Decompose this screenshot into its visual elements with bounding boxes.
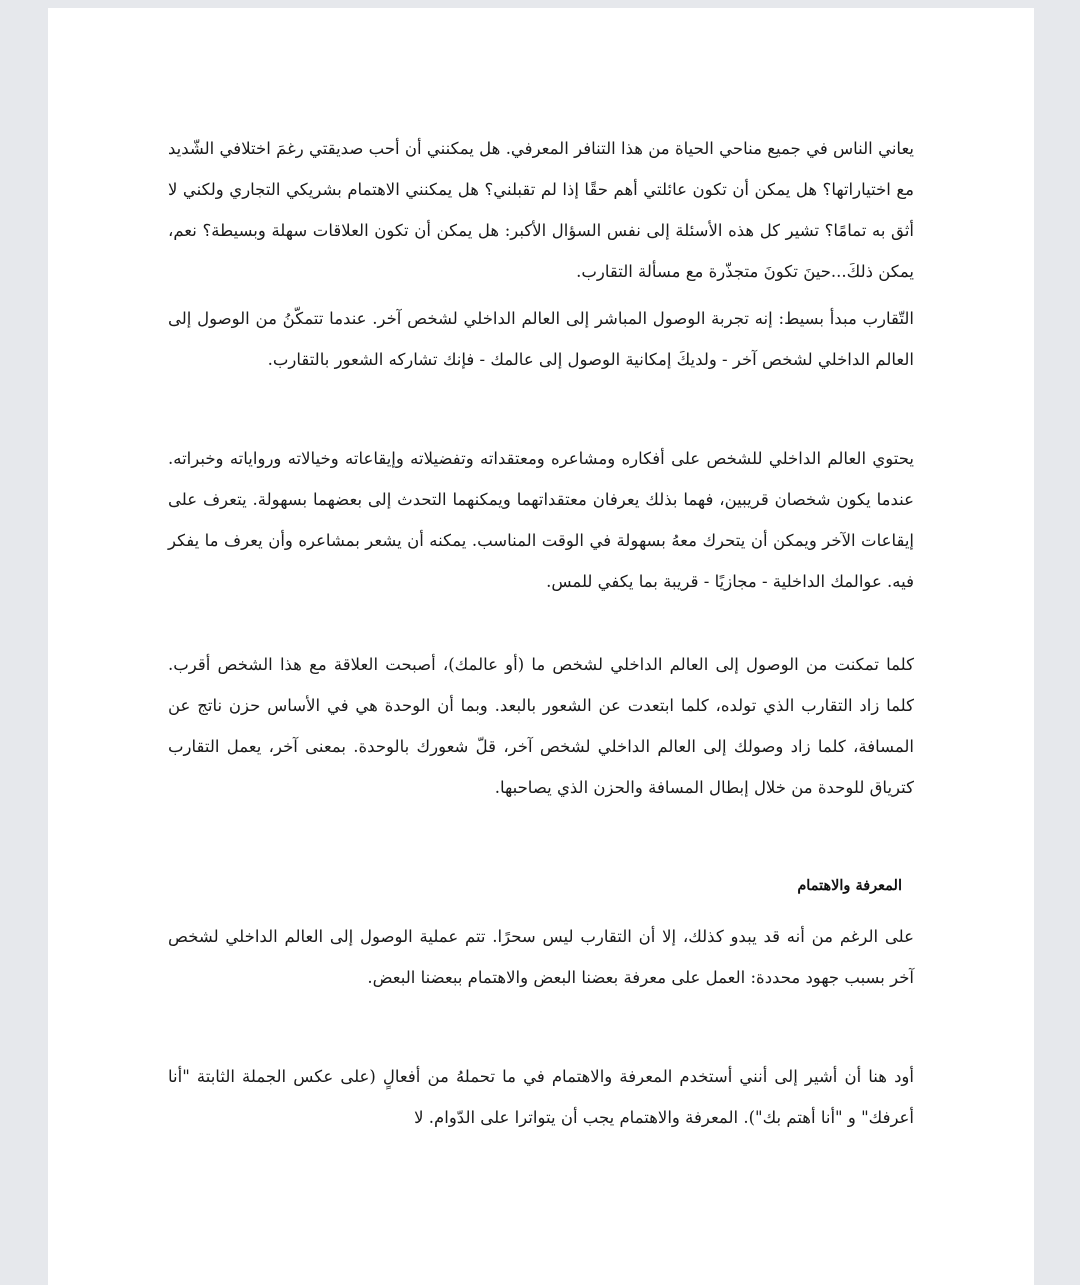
paragraph-not-magic: على الرغم من أنه قد يبدو كذلك، إلا أن التقارب ليس سحرًا. تتم عملية الوصول إلى العالم الداخلي لشخص آخر بسبب جهود محددة: العمل على معرفة بعضنا البعض والاهتمام ببعضنا البعض.	[168, 927, 914, 987]
paragraph-closeness-definition: التّقارب مبدأ بسيط: إنه تجربة الوصول المباشر إلى العالم الداخلي لشخص آخر. عندما تتمكّنُ من الوصول إلى العالم الداخلي لشخص آخر - ولديكَ إمكانية الوصول إلى عالمك - فإنك تشاركه الشعور بالتقارب.	[168, 309, 914, 369]
paragraph-inner-world: يحتوي العالم الداخلي للشخص على أفكاره ومشاعره ومعتقداته وتفضيلاته وإيقاعاته وخيالاته ورواياته وخبراته. عندما يكون شخصان قريبين، فهما بذلك يعرفان معتقداتهما ويمكنهما التحدث إلى بعضهما بسهولة. يتعرف على إيقاعات الآخر ويمكن أن يتحرك معهُ بسهولة في الوقت المناسب. يمكنه أن يشعر بمشاعره وأن يعرف ما يفكر فيه. عوالمك الداخلية - مجازيًا - قريبة بما يكفي للمس.	[168, 449, 914, 591]
document-page	[48, 8, 1034, 1285]
section-heading: المعرفة والاهتمام	[797, 877, 902, 894]
paragraph-knowing-caring-verbs: أود هنا أن أشير إلى أنني أستخدم المعرفة والاهتمام في ما تحملهُ من أفعالٍ (على عكس الجملة الثابتة "أنا أعرفك" و "أنا أهتم بك"). المعرفة والاهتمام يجب أن يتواترا على الدّوام. لا	[168, 1067, 914, 1127]
paragraph-loneliness-antidote: كلما تمكنت من الوصول إلى العالم الداخلي لشخص ما (أو عالمك)، أصبحت العلاقة مع هذا الشخص أقرب. كلما زاد التقارب الذي تولده، كلما ابتعدت عن الشعور بالبعد. وبما أن الوحدة هي في الأساس حزن ناتج عن المسافة، كلما زاد وصولك إلى العالم الداخلي لشخص آخر، قلّ شعورك بالوحدة. بمعنى آخر، يعمل التقارب كترياق للوحدة من خلال إبطال المسافة والحزن الذي يصاحبها.	[168, 655, 914, 797]
paragraph-cognitive-dissonance: يعاني الناس في جميع مناحي الحياة من هذا التنافر المعرفي. هل يمكنني أن أحب صديقتي رغمَ اختلافي الشّديد مع اختياراتها؟ هل يمكن أن تكون عائلتي أهم حقًا إذا لم تقبلني؟ هل يمكنني الاهتمام بشريكي التجاري ولكني لا أثق به تمامًا؟ تشير كل هذه الأسئلة إلى نفس السؤال الأكبر: هل يمكن أن تكون العلاقات سهلة وبسيطة؟ نعم، يمكن ذلكَ...حينَ تكونَ متجذّرة مع مسألة التقارب.	[168, 139, 914, 281]
